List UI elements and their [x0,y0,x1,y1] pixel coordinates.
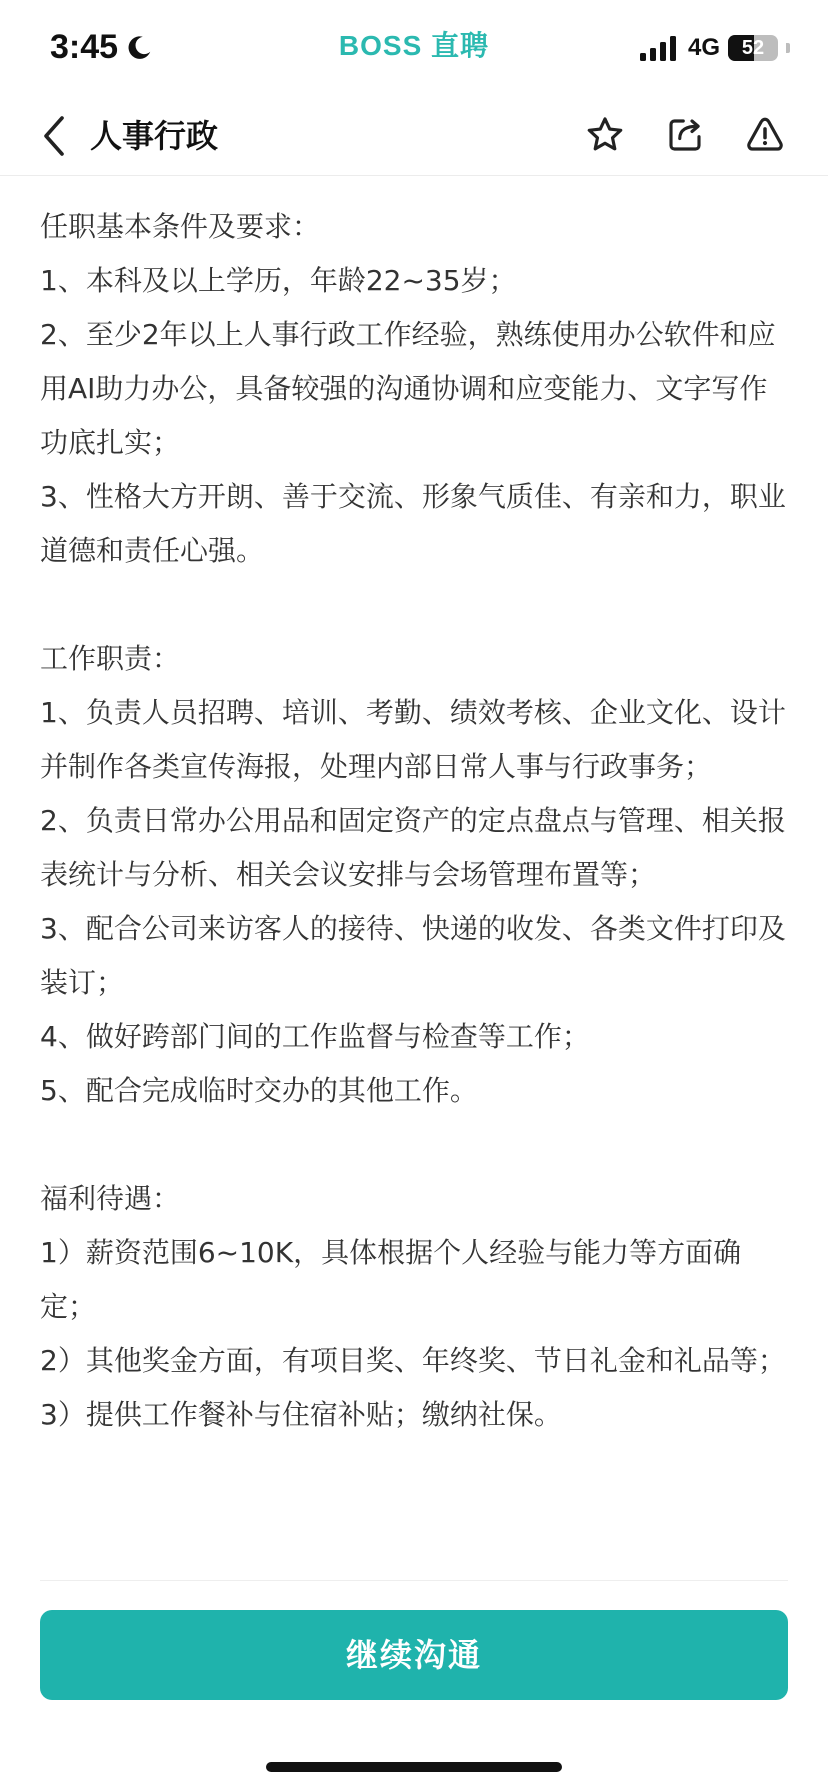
nav-bar [0,96,828,176]
duty-item: 4、做好跨部门间的工作监督与检查等工作； [40,1020,590,1053]
star-icon [584,114,626,156]
page-title: 人事行政 [90,117,219,155]
bottom-action-bar [0,1590,828,1792]
report-icon [744,114,786,156]
section-spacer [40,1118,792,1172]
home-indicator[interactable] [266,1762,562,1772]
share-icon [664,114,706,156]
section-spacer [40,578,792,632]
status-bar [0,0,828,96]
battery-icon [728,35,778,61]
back-button[interactable] [34,110,74,162]
benefit-item: 1）薪资范围6~10K，具体根据个人经验与能力等方面确定； [40,1236,742,1323]
duty-item: 5、配合完成临时交办的其他工作。 [40,1074,478,1107]
requirement-item: 3、性格大方开朗、善于交流、形象气质佳、有亲和力，职业道德和责任心强。 [40,480,786,567]
signal-icon [640,35,680,61]
status-indicators [640,34,790,62]
duty-item: 3、配合公司来访客人的接待、快递的收发、各类文件打印及装订； [40,912,786,999]
benefit-item: 3）提供工作餐补与住宿补贴；缴纳社保。 [40,1398,562,1431]
requirements-heading: 任职基本条件及要求： [40,210,321,243]
chevron-left-icon [40,114,68,158]
network-type: 4G [687,34,720,61]
continue-chat-button[interactable]: 继续沟通 [40,1610,788,1700]
report-button[interactable] [740,110,790,160]
requirement-item: 2、至少2年以上人事行政工作经验，熟练使用办公软件和应用AI助力办公，具备较强的沟通协调和应变能力、文字写作功底扎实； [40,318,776,459]
benefits-heading: 福利待遇： [40,1182,181,1215]
benefit-item: 2）其他奖金方面，有项目奖、年终奖、节日礼金和礼品等； [40,1344,786,1377]
battery-level: 52 [741,37,765,59]
duty-item: 2、负责日常办公用品和固定资产的定点盘点与管理、相关报表统计与分析、相关会议安排与会场管理布置等； [40,804,786,891]
duties-heading: 工作职责： [40,642,181,675]
app-brand: BOSS 直聘 [338,30,490,61]
duty-item: 1、负责人员招聘、培训、考勤、绩效考核、企业文化、设计并制作各类宣传海报，处理内部日常人事与行政事务； [40,696,786,783]
content-divider [40,1580,788,1581]
share-button[interactable] [660,110,710,160]
job-description [40,200,792,1442]
status-time-text: 3:45 [50,28,119,66]
favorite-button[interactable] [580,110,630,160]
requirement-item: 1、本科及以上学历，年龄22~35岁； [40,264,517,297]
battery-cap [786,43,790,53]
